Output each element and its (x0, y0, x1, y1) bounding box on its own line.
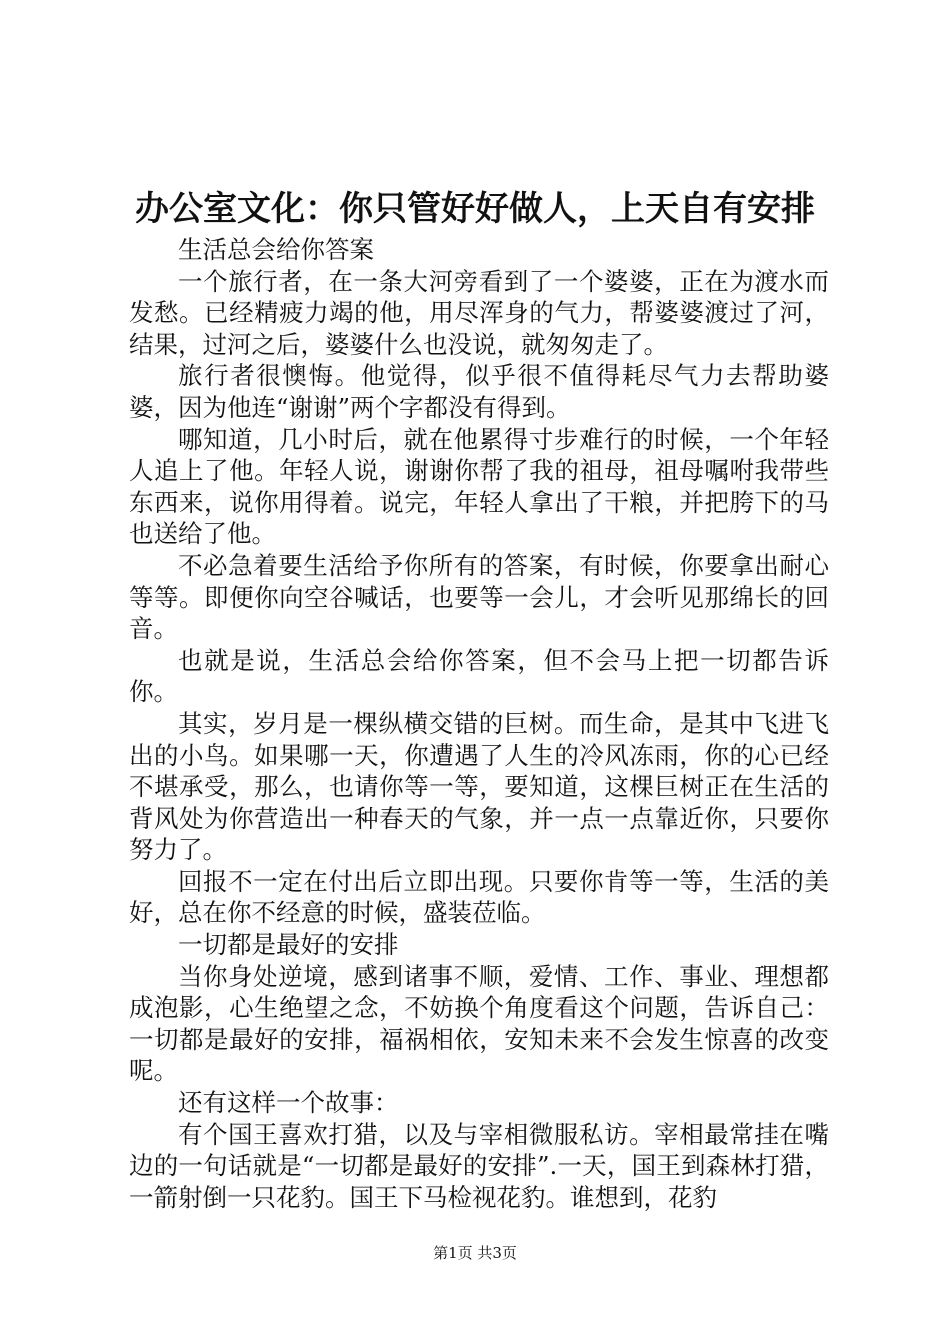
section-heading: 生活总会给你答案 (178, 235, 374, 264)
paragraph: 其实，岁月是一棵纵横交错的巨树。而生命，是其中飞进飞出的小鸟。如果哪一天，你遭遇了人生的冷风冻雨，你的心已经不堪承受，那么，也请你等一等，要知道，这棵巨树正在生活的背风处为你营造出一种春天的气象，并一点一点靠近你，只要你努力了。 (129, 708, 829, 865)
paragraph: 一个旅行者，在一条大河旁看到了一个婆婆，正在为渡水而发愁。已经精疲力竭的他，用尽浑身的气力，帮婆婆渡过了河，结果，过河之后，婆婆什么也没说，就匆匆走了。 (129, 266, 829, 359)
document-title: 办公室文化：你只管好好做人，上天自有安排 (135, 189, 815, 229)
paragraph: 不必急着要生活给予你所有的答案，有时候，你要拿出耐心等等。即便你向空谷喊话，也要等一会儿，才会听见那绵长的回音。 (129, 550, 829, 644)
paragraph: 哪知道，几小时后，就在他累得寸步难行的时候，一个年轻人追上了他。年轻人说，谢谢你帮了我的祖母，祖母嘱咐我带些东西来，说你用得着。说完，年轻人拿出了干粮，并把胯下的马也送给了他。 (129, 424, 829, 549)
paragraph: 也就是说，生活总会给你答案，但不会马上把一切都告诉你。 (129, 645, 829, 707)
paragraph: 有个国王喜欢打猎，以及与宰相微服私访。宰相最常挂在嘴边的一句话就是“一切都是最好的安排”.一天，国王到森林打猎，一箭射倒一只花豹。国王下马检视花豹。谁想到，花豹 (129, 1119, 829, 1212)
page-footer: 第1页 共3页 (433, 1244, 517, 1262)
paragraph: 还有这样一个故事： (178, 1088, 399, 1118)
paragraph: 旅行者很懊悔。他觉得，似乎很不值得耗尽气力去帮助婆婆，因为他连“谢谢”两个字都没有得到。 (129, 361, 829, 422)
document-body (129, 234, 829, 1213)
paragraph: 当你身处逆境，感到诸事不顺，爱情、工作、事业、理想都成泡影，心生绝望之念，不妨换个角度看这个问题，告诉自己：一切都是最好的安排，福祸相依，安知未来不会发生惊喜的改变呢。 (129, 961, 829, 1086)
section-heading: 一切都是最好的安排 (178, 930, 399, 960)
paragraph: 回报不一定在付出后立即出现。只要你肯等一等，生活的美好，总在你不经意的时候，盛装莅临。 (129, 866, 829, 928)
